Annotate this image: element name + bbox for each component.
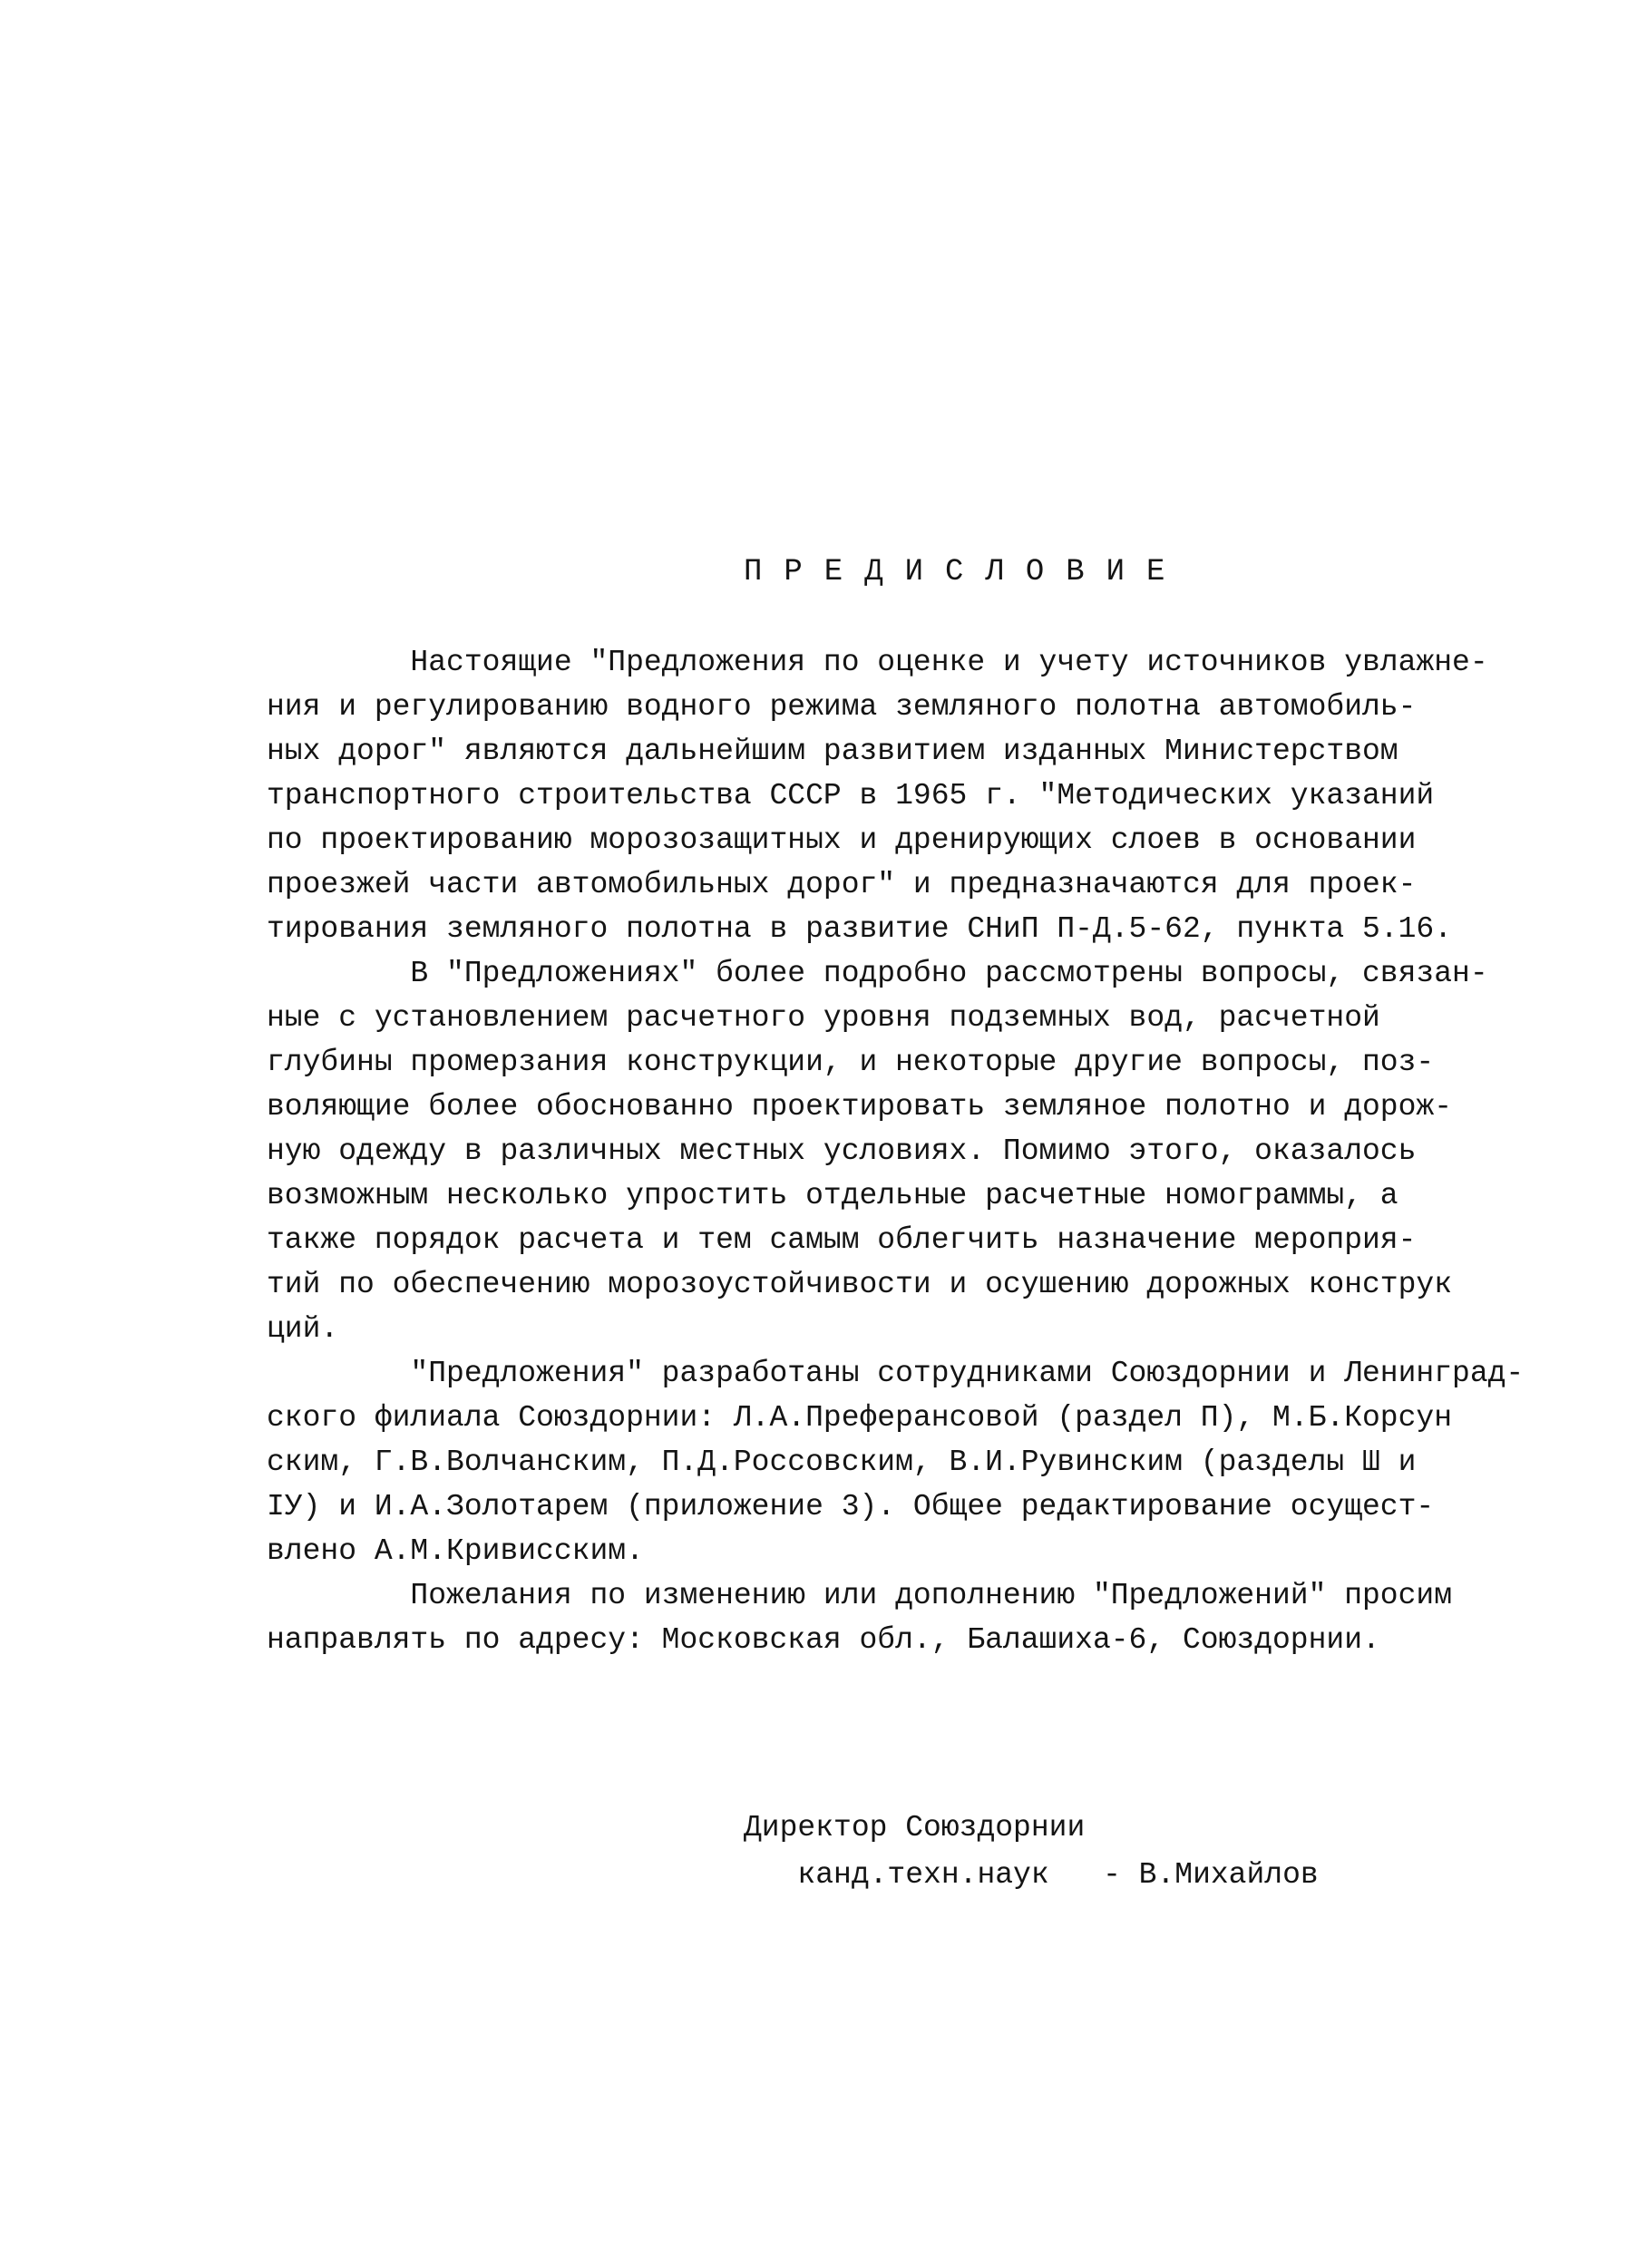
text-line: Настоящие "Предложения по оценке и учету источников увлажне- xyxy=(267,646,1488,679)
text-line: ским, Г.В.Волчанским, П.Д.Россовским, В.И.Рувинским (разделы Ш и xyxy=(267,1445,1417,1479)
text-line: тий по обеспечению морозоустойчивости и осушению дорожных конструк xyxy=(267,1268,1453,1301)
text-line: направлять по адресу: Московская обл., Балашиха-6, Союздорнии. xyxy=(267,1623,1380,1657)
text-line: возможным несколько упростить отдельные расчетные номограммы, а xyxy=(267,1179,1398,1212)
text-line: влено А.М.Кривисским. xyxy=(267,1534,644,1568)
text-line: глубины промерзания конструкции, и некоторые другие вопросы, поз- xyxy=(267,1046,1435,1079)
text-line: также порядок расчета и тем самым облегчить назначение мероприя- xyxy=(267,1223,1417,1257)
text-line: "Предложения" разработаны сотрудниками Союздорнии и Ленинград- xyxy=(267,1357,1525,1390)
signature-block xyxy=(744,1805,1433,1899)
text-line: по проектированию морозозащитных и дренирующих слоев в основании xyxy=(267,823,1417,857)
text-line: IУ) и И.А.Золотарем (приложение 3). Общее редактирование осущест- xyxy=(267,1490,1435,1523)
text-line: ния и регулированию водного режима земляного полотна автомобиль- xyxy=(267,690,1417,724)
text-line: Пожелания по изменению или дополнению "Предложений" просим xyxy=(267,1579,1453,1612)
signature-position: Директор Союздорнии xyxy=(744,1811,1086,1845)
text-line: ных дорог" являются дальнейшим развитием изданных Министерством xyxy=(267,735,1398,768)
text-line: ную одежду в различных местных условиях. Помимо этого, оказалось xyxy=(267,1134,1417,1168)
text-line: ского филиала Союздорнии: Л.А.Преферансовой (раздел П), М.Б.Корсун xyxy=(267,1401,1453,1435)
text-line: проезжей части автомобильных дорог" и предназначаются для проек- xyxy=(267,868,1417,901)
page-title: ПРЕДИСЛОВИЕ xyxy=(744,555,1187,589)
signature-name: канд.техн.наук - В.Михайлов xyxy=(744,1858,1319,1892)
body-text xyxy=(267,640,1525,1662)
text-line: ций. xyxy=(267,1312,339,1346)
text-line: тирования земляного полотна в развитие СНиП П-Д.5-62, пункта 5.16. xyxy=(267,912,1453,946)
text-line: ные с установлением расчетного уровня подземных вод, расчетной xyxy=(267,1001,1380,1035)
text-line: воляющие более обоснованно проектировать земляное полотно и дорож- xyxy=(267,1090,1453,1124)
text-line: транспортного строительства СССР в 1965 г. "Методических указаний xyxy=(267,779,1435,813)
text-line: В "Предложениях" более подробно рассмотрены вопросы, связан- xyxy=(267,957,1488,990)
